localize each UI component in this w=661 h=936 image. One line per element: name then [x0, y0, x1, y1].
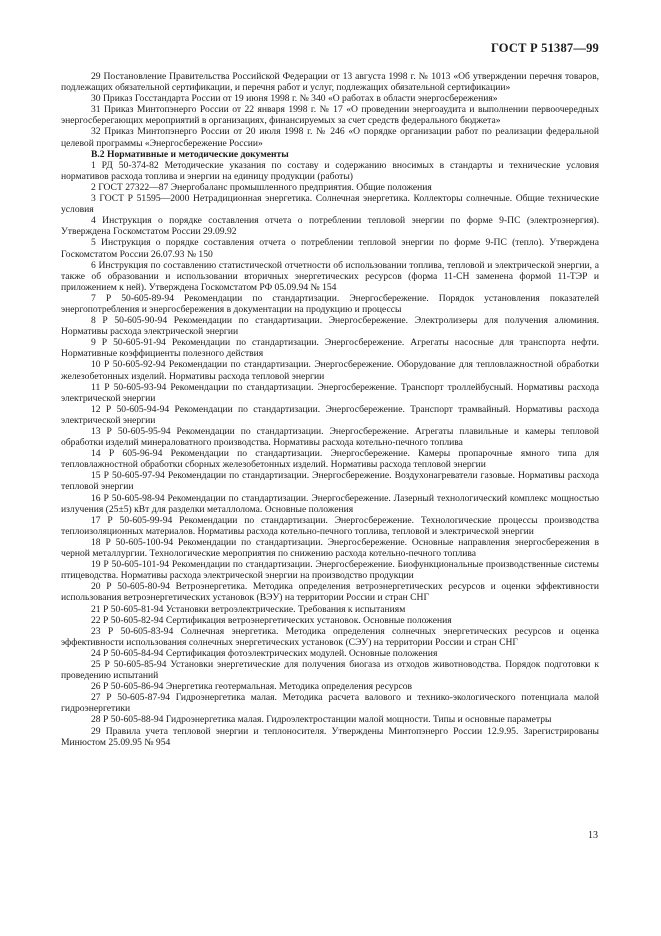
list-item: 22 Р 50-605-82-94 Сертификация ветроэнергетических установок. Основные положения — [91, 614, 452, 626]
list-item: 31 Приказ Минтопэнерго России от 22 января 1998 г. № 17 «О проведении энергоаудита и выполнении первоочередных энергосберегающих мероприятий в организациях, финансируемых за счет средств федерального бюджета» — [61, 104, 599, 127]
list-item: 25 Р 50-605-85-94 Установки энергетические для получения биогаза из отходов животноводства. Порядок подготовки к проведению испытаний — [61, 658, 599, 682]
list-item: 9 Р 50-605-91-94 Рекомендации по стандартизации. Энергосбережение. Агрегаты насосные для транспорта нефти. Нормативные коэффициенты полезного действия — [61, 337, 599, 360]
list-item: 6 Инструкция по составлению статистической отчетности об использовании топлива, тепловой и электрической энергии, а также об образовании и использовании вторичных энергетических ресурсов (форма 11-СН заменена формой 11-ТЭР и приложением к ней). Утверждена Госкомстатом РФ 05.09.94 № 154 — [61, 259, 599, 293]
list-item: 8 Р 50-605-90-94 Рекомендации по стандартизации. Энергосбережение. Электролизеры для получения алюминия. Нормативы расхода электрической энергии — [61, 315, 599, 338]
list-item: 3 ГОСТ Р 51595—2000 Нетрадиционная энергетика. Солнечная энергетика. Коллекторы солнечные. Общие технические условия — [61, 193, 599, 216]
section-title: В.2 Нормативные и методические документы — [91, 148, 289, 160]
list-item: 15 Р 50-605-97-94 Рекомендации по стандартизации. Энергосбережение. Воздухонагреватели газовые. Нормативы расхода тепловой энергии — [61, 470, 599, 493]
list-item: 12 Р 50-605-94-94 Рекомендации по стандартизации. Энергосбережение. Транспорт трамвайный. Нормативы расхода электрической энергии — [61, 403, 599, 426]
list-item: 21 Р 50-605-81-94 Установки ветроэлектрические. Требования к испытаниям — [91, 603, 406, 615]
list-item: 4 Инструкция о порядке составления отчета о потреблении тепловой энергии по форме 9-ПС (электроэнергия). Утверждена Госкомстатом России 29.09.92 — [61, 215, 599, 238]
list-item: 2 ГОСТ 27322—87 Энергобаланс промышленного предприятия. Общие положения — [91, 181, 432, 193]
list-item: 26 Р 50-605-86-94 Энергетика геотермальная. Методика определения ресурсов — [91, 681, 413, 693]
list-item: 24 Р 50-605-84-94 Сертификация фотоэлектрических модулей. Основные положения — [91, 647, 438, 659]
list-item: 18 Р 50-605-100-94 Рекомендации по стандартизации. Энергосбережение. Основные направления энергосбережения в черной металлургии. Технологические мероприятия по снижению расхода котельно-печного топлива — [61, 536, 599, 560]
list-item: 5 Инструкция о порядке составления отчета о потреблении тепловой энергии по форме 9-ПС (тепло). Утверждена Госкомстатом России 26.07.93 № 150 — [61, 237, 599, 260]
list-item: 19 Р 50-605-101-94 Рекомендации по стандартизации. Энергосбережение. Биофункциональные производственные системы птицеводства. Нормативы расхода электрической энергии на производство продукции — [61, 559, 599, 582]
list-item: 28 Р 50-605-88-94 Гидроэнергетика малая. Гидроэлектростанции малой мощности. Типы и основные параметры — [91, 714, 552, 726]
list-item: 16 Р 50-605-98-94 Рекомендации по стандартизации. Энергосбережение. Лазерный технологический комплекс мощностью излучения (25±5) кВт для разделки металлолома. Основные положения — [61, 492, 599, 515]
document-body — [61, 71, 599, 748]
list-item: 11 Р 50-605-93-94 Рекомендации по стандартизации. Энергосбережение. Транспорт троллейбусный. Нормативы расхода электрической энергии — [61, 381, 599, 404]
list-item: 29 Постановление Правительства Российской Федерации от 13 августа 1998 г. № 1013 «Об утверждении перечня товаров, подлежащих обязательной сертификации, и перечня работ и услуг, подлежащих обязательной сертификации» — [61, 71, 599, 94]
page-number: 13 — [588, 830, 598, 841]
standard-header: ГОСТ Р 51387—99 — [490, 41, 599, 55]
list-item: 10 Р 50-605-92-94 Рекомендации по стандартизации. Энергосбережение. Оборудование для тепловлажностной обработки железобетонных изделий. Нормативы расхода тепловой энергии — [61, 359, 599, 382]
list-item: 14 Р 605-96-94 Рекомендации по стандартизации. Энергосбережение. Камеры пропарочные ямного типа для тепловлажностной обработки сборных железобетонных изделий. Нормативы расхода тепловой энергии — [61, 448, 599, 471]
list-item: 13 Р 50-605-95-94 Рекомендации по стандартизации. Энергосбережение. Агрегаты плавильные и камеры тепловой обработки изделий минераловатного производства. Нормативы расхода котельно-печного топлива — [61, 426, 599, 449]
list-item: 20 Р 50-605-80-94 Ветроэнергетика. Методика определения ветроэнергетических ресурсов и оценки эффективности использования ветроэнергетических установок (ВЭУ) на территории России и стран СНГ — [61, 581, 599, 604]
list-item: 7 Р 50-605-89-94 Рекомендации по стандартизации. Энергосбережение. Порядок установления показателей энергопотребления и энергосбережения в документации на продукцию и процессы — [61, 292, 599, 315]
list-item: 32 Приказ Минтопэнерго России от 20 июля 1998 г. № 246 «О порядке организации работ по реализации федеральной целевой программы «Энергосбережение России» — [61, 126, 599, 149]
list-item: 29 Правила учета тепловой энергии и теплоносителя. Утверждены Минтопэнерго России 12.9.95. Зарегистрированы Минюстом 25.09.95 № 954 — [61, 725, 599, 748]
list-item: 17 Р 50-605-99-94 Рекомендации по стандартизации. Энергосбережение. Технологические процессы производства теплоизоляционных материалов. Нормативы расхода котельно-печного топлива, тепловой и электрической энергии — [61, 514, 599, 537]
list-item: 27 Р 50-605-87-94 Гидроэнергетика малая. Методика расчета валового и технико-экологического потенциала малой гидроэнергетики — [61, 692, 599, 715]
list-item: 1 РД 50-374-82 Методические указания по составу и содержанию вносимых в стандарты и технические условия нормативов расхода топлива и энергии на единицу продукции (работы) — [61, 159, 599, 182]
list-item: 30 Приказ Госстандарта России от 19 июня 1998 г. № 340 «О работах в области энергосбережения» — [91, 93, 498, 105]
list-item: 23 Р 50-605-83-94 Солнечная энергетика. Методика определения солнечных энергетических ресурсов и оценка эффективности использования солнечных энергетических установок (СЭУ) на территории России и стран СНГ — [61, 625, 599, 648]
